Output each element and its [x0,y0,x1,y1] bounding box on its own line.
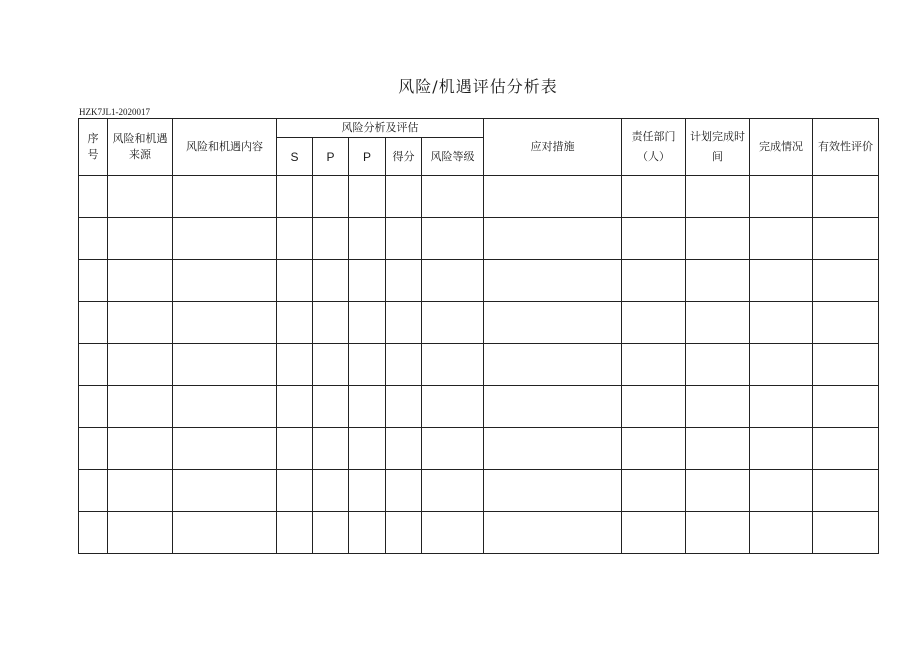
table-cell[interactable] [750,260,813,302]
table-cell[interactable] [750,428,813,470]
table-cell[interactable] [79,386,108,428]
table-cell[interactable] [686,344,750,386]
table-cell[interactable] [813,260,879,302]
table-cell[interactable] [422,470,484,512]
table-cell[interactable] [79,218,108,260]
table-cell[interactable] [277,218,313,260]
table-cell[interactable] [422,260,484,302]
table-cell[interactable] [813,470,879,512]
table-cell[interactable] [313,218,349,260]
table-cell[interactable] [108,218,173,260]
table-cell[interactable] [173,512,277,554]
table-cell[interactable] [108,386,173,428]
header-source: 风险和机遇 来源 [108,119,173,176]
table-cell[interactable] [79,512,108,554]
table-row [79,470,879,512]
table-cell[interactable] [484,470,622,512]
header-plan-time: 计划完成时 间 [686,119,750,176]
table-cell[interactable] [349,470,386,512]
table-cell[interactable] [686,512,750,554]
table-cell[interactable] [313,260,349,302]
table-cell[interactable] [386,302,422,344]
table-cell[interactable] [173,470,277,512]
table-cell[interactable] [349,512,386,554]
table-cell[interactable] [484,260,622,302]
table-cell[interactable] [313,512,349,554]
table-cell[interactable] [686,428,750,470]
table-row [79,302,879,344]
header-evaluation: 有效性评价 [813,119,879,176]
table-cell[interactable] [277,470,313,512]
table-cell[interactable] [622,386,686,428]
header-p2: P [349,138,386,176]
table-cell[interactable] [349,386,386,428]
table-cell[interactable] [79,428,108,470]
table-cell[interactable] [313,470,349,512]
table-cell[interactable] [750,302,813,344]
table-cell[interactable] [313,176,349,218]
table-row [79,386,879,428]
table-cell[interactable] [484,428,622,470]
table-cell[interactable] [622,260,686,302]
table-row [79,260,879,302]
table-cell[interactable] [108,344,173,386]
header-s: S [277,138,313,176]
table-cell[interactable] [686,260,750,302]
table-cell[interactable] [813,428,879,470]
header-p1: P [313,138,349,176]
table-cell[interactable] [813,302,879,344]
table-cell[interactable] [173,428,277,470]
table-cell[interactable] [313,386,349,428]
header-measures: 应对措施 [484,119,622,176]
table-cell[interactable] [349,218,386,260]
table-cell[interactable] [108,470,173,512]
header-analysis-group: 风险分析及评估 [277,119,484,138]
table-cell[interactable] [173,302,277,344]
table-cell[interactable] [386,344,422,386]
table-cell[interactable] [386,428,422,470]
table-row [79,218,879,260]
header-level: 风险等级 [422,138,484,176]
table-cell[interactable] [386,512,422,554]
table-cell[interactable] [422,344,484,386]
table-cell[interactable] [422,218,484,260]
table-cell[interactable] [108,302,173,344]
table-cell[interactable] [813,386,879,428]
table-cell[interactable] [349,302,386,344]
table-cell[interactable] [686,218,750,260]
table-cell[interactable] [277,176,313,218]
table-cell[interactable] [484,386,622,428]
table-cell[interactable] [349,428,386,470]
table-cell[interactable] [686,176,750,218]
table-cell[interactable] [622,470,686,512]
table-cell[interactable] [750,512,813,554]
table-cell[interactable] [108,512,173,554]
table-cell[interactable] [813,344,879,386]
table-cell[interactable] [750,470,813,512]
table-cell[interactable] [173,218,277,260]
table-cell[interactable] [750,218,813,260]
table-cell[interactable] [813,512,879,554]
table-cell[interactable] [79,344,108,386]
table-cell[interactable] [422,512,484,554]
table-cell[interactable] [422,386,484,428]
table-cell[interactable] [349,344,386,386]
table-cell[interactable] [484,302,622,344]
table-cell[interactable] [277,302,313,344]
table-cell[interactable] [277,512,313,554]
table-cell[interactable] [79,176,108,218]
table-cell[interactable] [277,386,313,428]
table-cell[interactable] [313,344,349,386]
table-cell[interactable] [349,260,386,302]
table-cell[interactable] [422,302,484,344]
table-cell[interactable] [622,176,686,218]
table-cell[interactable] [386,260,422,302]
table-cell[interactable] [484,218,622,260]
table-row [79,176,879,218]
table-cell[interactable] [386,176,422,218]
header-content: 风险和机遇内容 [173,119,277,176]
table-cell[interactable] [349,176,386,218]
header-seq: 序 号 [79,119,108,176]
table-cell[interactable] [813,176,879,218]
table-cell[interactable] [108,176,173,218]
table-row [79,512,879,554]
document-code: HZK7JL1-2020017 [79,107,150,117]
table-cell[interactable] [484,344,622,386]
header-score: 得分 [386,138,422,176]
table-cell[interactable] [277,260,313,302]
table-cell[interactable] [313,428,349,470]
table-cell[interactable] [686,386,750,428]
table-cell[interactable] [422,176,484,218]
table-cell[interactable] [173,386,277,428]
risk-opportunity-table [78,118,879,554]
table-cell[interactable] [386,470,422,512]
table-cell[interactable] [108,428,173,470]
table-cell[interactable] [173,176,277,218]
table-cell[interactable] [813,218,879,260]
table-cell[interactable] [750,176,813,218]
table-row [79,344,879,386]
table-cell[interactable] [422,428,484,470]
table-cell[interactable] [750,344,813,386]
table-cell[interactable] [622,344,686,386]
table-cell[interactable] [386,218,422,260]
table-cell[interactable] [277,428,313,470]
table-cell[interactable] [386,386,422,428]
table-cell[interactable] [622,512,686,554]
table-cell[interactable] [173,260,277,302]
table-cell[interactable] [686,470,750,512]
header-dept: 责任部门 （人） [622,119,686,176]
table-cell[interactable] [173,344,277,386]
table-cell[interactable] [484,512,622,554]
table-cell[interactable] [79,470,108,512]
table-cell[interactable] [313,302,349,344]
table-cell[interactable] [484,176,622,218]
header-status: 完成情况 [750,119,813,176]
table-row [79,428,879,470]
table-cell[interactable] [750,386,813,428]
document-title: 风险/机遇评估分析表 [398,77,558,96]
table-cell[interactable] [622,302,686,344]
table-cell[interactable] [79,260,108,302]
table-cell[interactable] [622,428,686,470]
table-cell[interactable] [108,260,173,302]
table-cell[interactable] [79,302,108,344]
table-cell[interactable] [686,302,750,344]
table-cell[interactable] [277,344,313,386]
table-cell[interactable] [622,218,686,260]
